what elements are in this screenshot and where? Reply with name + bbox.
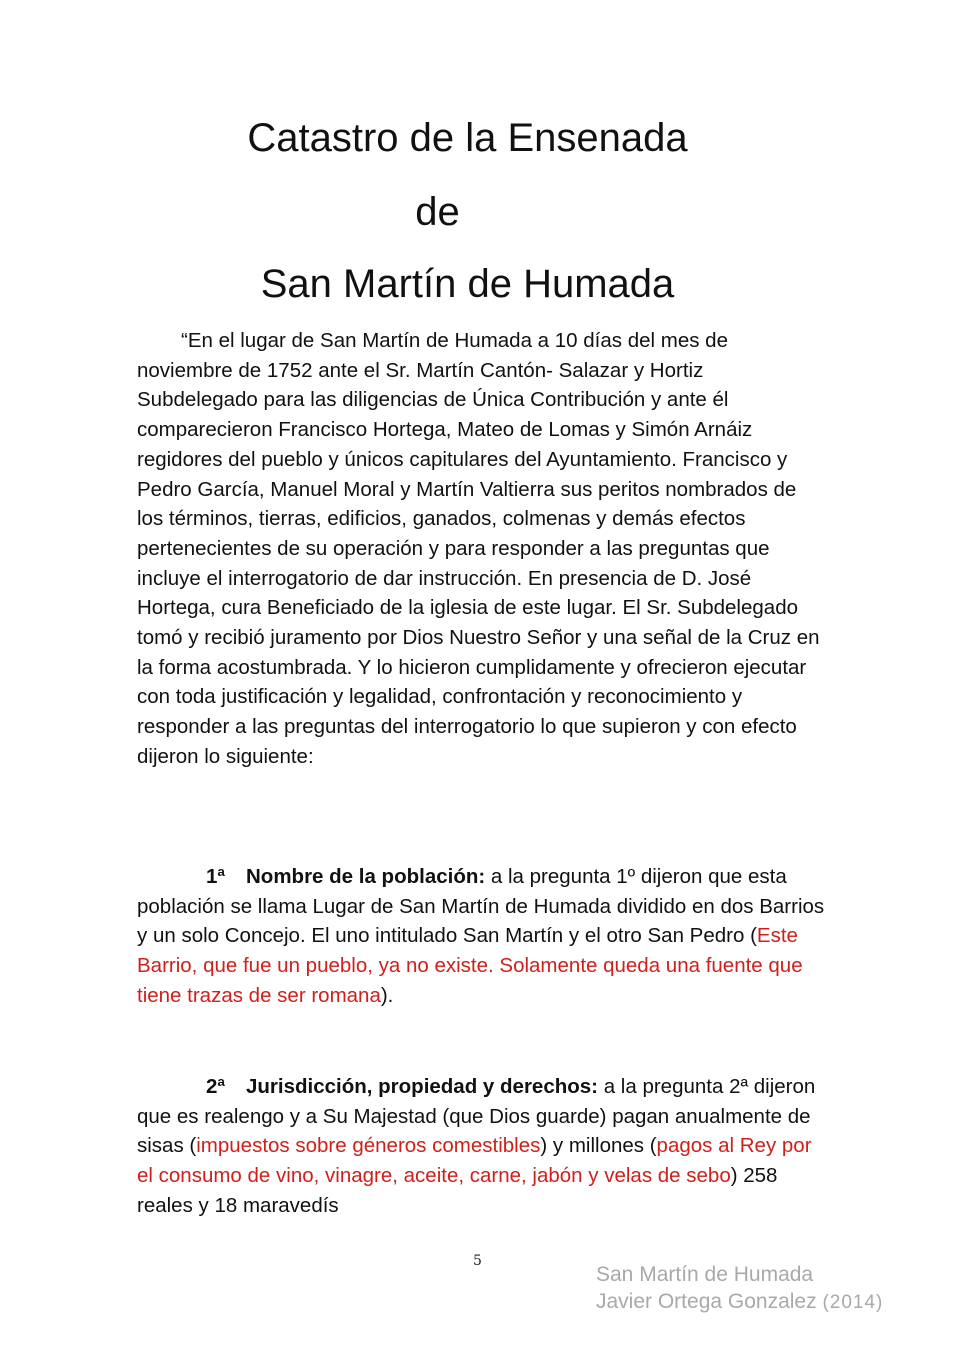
page-number: 5: [473, 1253, 482, 1269]
question-2-text-end: ) 258 reales y 18 maravedís: [137, 1164, 778, 1217]
question-1-title: Nombre de la población:: [246, 865, 486, 888]
question-1-annotation: Este Barrio, que fue un pueblo, ya no existe. Solamente queda una fuente que tiene trazas de ser romana: [137, 924, 803, 1007]
question-1-text-end: ).: [380, 983, 394, 1007]
watermark-author: Javier Ortega Gonzalez: [596, 1290, 817, 1313]
watermark-line-2: [596, 1288, 883, 1316]
intro-paragraph: [137, 326, 827, 772]
question-2-text-middle: ) y millones (: [540, 1134, 657, 1158]
question-1-number: 1ª: [206, 865, 225, 888]
document-title-line-1: Catastro de la Ensenada: [247, 116, 688, 160]
question-1-text: a la pregunta 1º dijeron que esta población se llama Lugar de San Martín de Humada dividido en dos Barrios y un solo Concejo. El uno intitulado San Martín y el otro San Pedro (: [137, 865, 825, 948]
question-2-paragraph: [137, 1072, 827, 1221]
question-2-annotation-1: impuestos sobre géneros comestibles: [196, 1134, 541, 1158]
question-2-text: a la pregunta 2ª dijeron que es realengo y a Su Majestad (que Dios guarde) pagan anualmente de sisas (: [137, 1075, 816, 1158]
watermark-year: (2014): [822, 1292, 884, 1313]
document-title-line-3: San Martín de Humada: [260, 262, 675, 306]
watermark-line-1: San Martín de Humada: [596, 1263, 814, 1286]
watermark: [596, 1261, 883, 1316]
question-2-annotation-2: pagos al Rey por el consumo de vino, vinagre, aceite, carne, jabón y velas de sebo: [137, 1134, 812, 1188]
document-title-line-2: de: [415, 190, 460, 234]
question-2-title: Jurisdicción, propiedad y derechos:: [246, 1075, 599, 1098]
question-2-number: 2ª: [206, 1075, 225, 1098]
intro-text: “En el lugar de San Martín de Humada a 10 días del mes de noviembre de 1752 ante el Sr. Martín Cantón- Salazar y Hortiz Subdelegado para las diligencias de Única Contribución y ante él comparecieron Francisco Hortega, Mateo de Lomas y Simón Arnáiz regidores del pueblo y únicos capitulares del Ayuntamiento. Francisco y Pedro García, Manuel Moral y Martín Valtierra sus peritos nombrados de los términos, tierras, edificios, ganados, colmenas y demás efectos pertenecientes de su operación y para responder a las preguntas que incluye el interrogatorio de dar instrucción. En presencia de D. José Hortega, cura Beneficiado de la iglesia de este lugar. El Sr. Subdelegado tomó y recibió juramento por Dios Nuestro Señor y una señal de la Cruz en la forma acostumbrada. Y lo hicieron cumplidamente y ofrecieron ejecutar con toda justificación y legalidad, confrontación y reconocimiento y responder a las preguntas del interrogatorio lo que supieron y con efecto dijeron lo siguiente:: [137, 329, 820, 768]
question-1-paragraph: [137, 862, 827, 1011]
